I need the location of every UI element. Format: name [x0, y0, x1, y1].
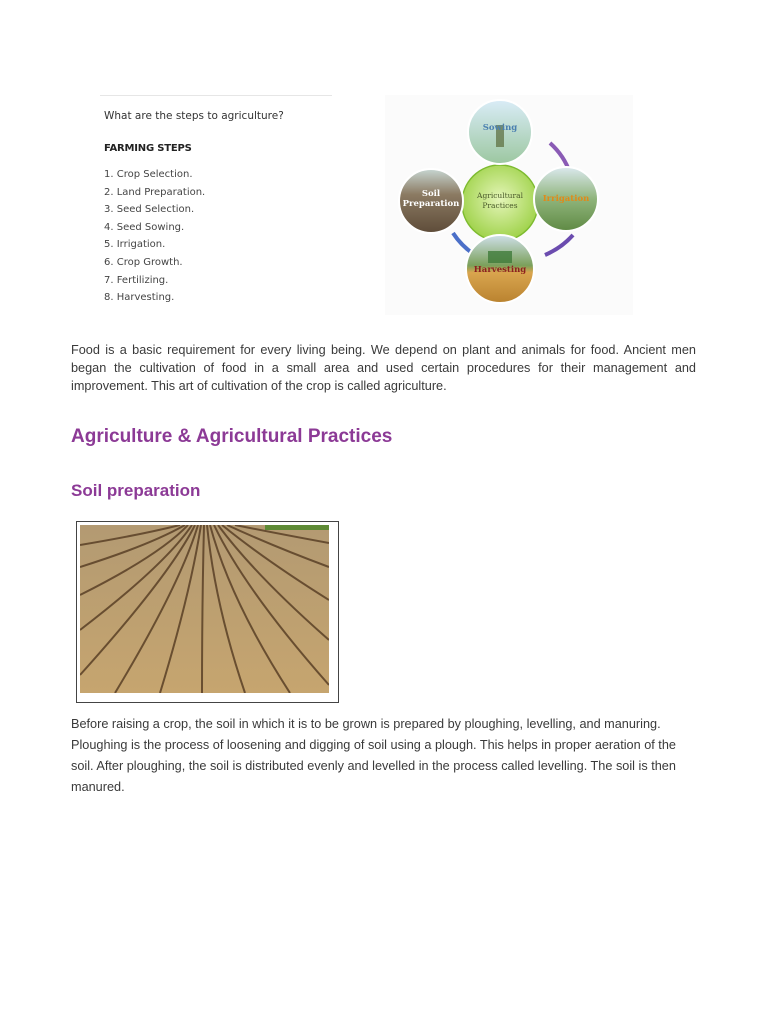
- cycle-top-label: Sowing: [482, 123, 518, 133]
- subsection-title: Soil preparation: [71, 481, 201, 500]
- steps-list: [104, 166, 205, 307]
- step-item: 1. Crop Selection.: [104, 169, 193, 180]
- intro-paragraph: Food is a basic requirement for every living being. We depend on plant and animals for food. Ancient men began the cultivation of food in a small area and used certain procedures for their management and improvement. This art of cultivation of the crop is called agriculture.: [71, 343, 696, 393]
- cycle-center-label: [470, 191, 530, 211]
- cycle-left-line1: Soil: [421, 189, 441, 199]
- cycle-center-line1: Agricultural: [477, 191, 523, 200]
- steps-heading: FARMING STEPS: [104, 143, 192, 154]
- cycle-center-line2: Practices: [482, 201, 518, 210]
- cycle-right-label: Irrigation: [542, 194, 590, 204]
- section-title: Agriculture & Agricultural Practices: [71, 426, 393, 447]
- soil-preparation-paragraph: Before raising a crop, the soil in which it is to be grown is prepared by ploughing, levelling, and manuring. Ploughing is the process of loosening and digging of soil using a plough. This helps in proper aeration of the soil. After ploughing, the soil is distributed evenly and levelled in the process called levelling. The soil is then manured.: [71, 717, 676, 794]
- farming-steps-card: [100, 95, 332, 311]
- step-item: 7. Fertilizing.: [104, 274, 169, 286]
- steps-question: What are the steps to agriculture?: [104, 110, 284, 122]
- ploughed-field-graphic: [80, 525, 329, 693]
- step-item: 4. Seed Sowing.: [104, 221, 185, 233]
- cycle-left-line2: Preparation: [402, 199, 460, 209]
- cycle-bottom-label: Harvesting: [473, 265, 527, 275]
- ploughed-field-image: [76, 521, 339, 703]
- step-item: 2. Land Preparation.: [104, 186, 206, 198]
- cycle-left-label: [401, 189, 461, 209]
- step-item: 6. Crop Growth.: [104, 256, 183, 268]
- step-item: 3. Seed Selection.: [104, 204, 195, 216]
- step-item: 8. Harvesting.: [104, 292, 175, 304]
- agricultural-practices-diagram: [385, 95, 633, 315]
- step-item: 5. Irrigation.: [104, 239, 166, 251]
- farming-steps-figure: [100, 95, 635, 315]
